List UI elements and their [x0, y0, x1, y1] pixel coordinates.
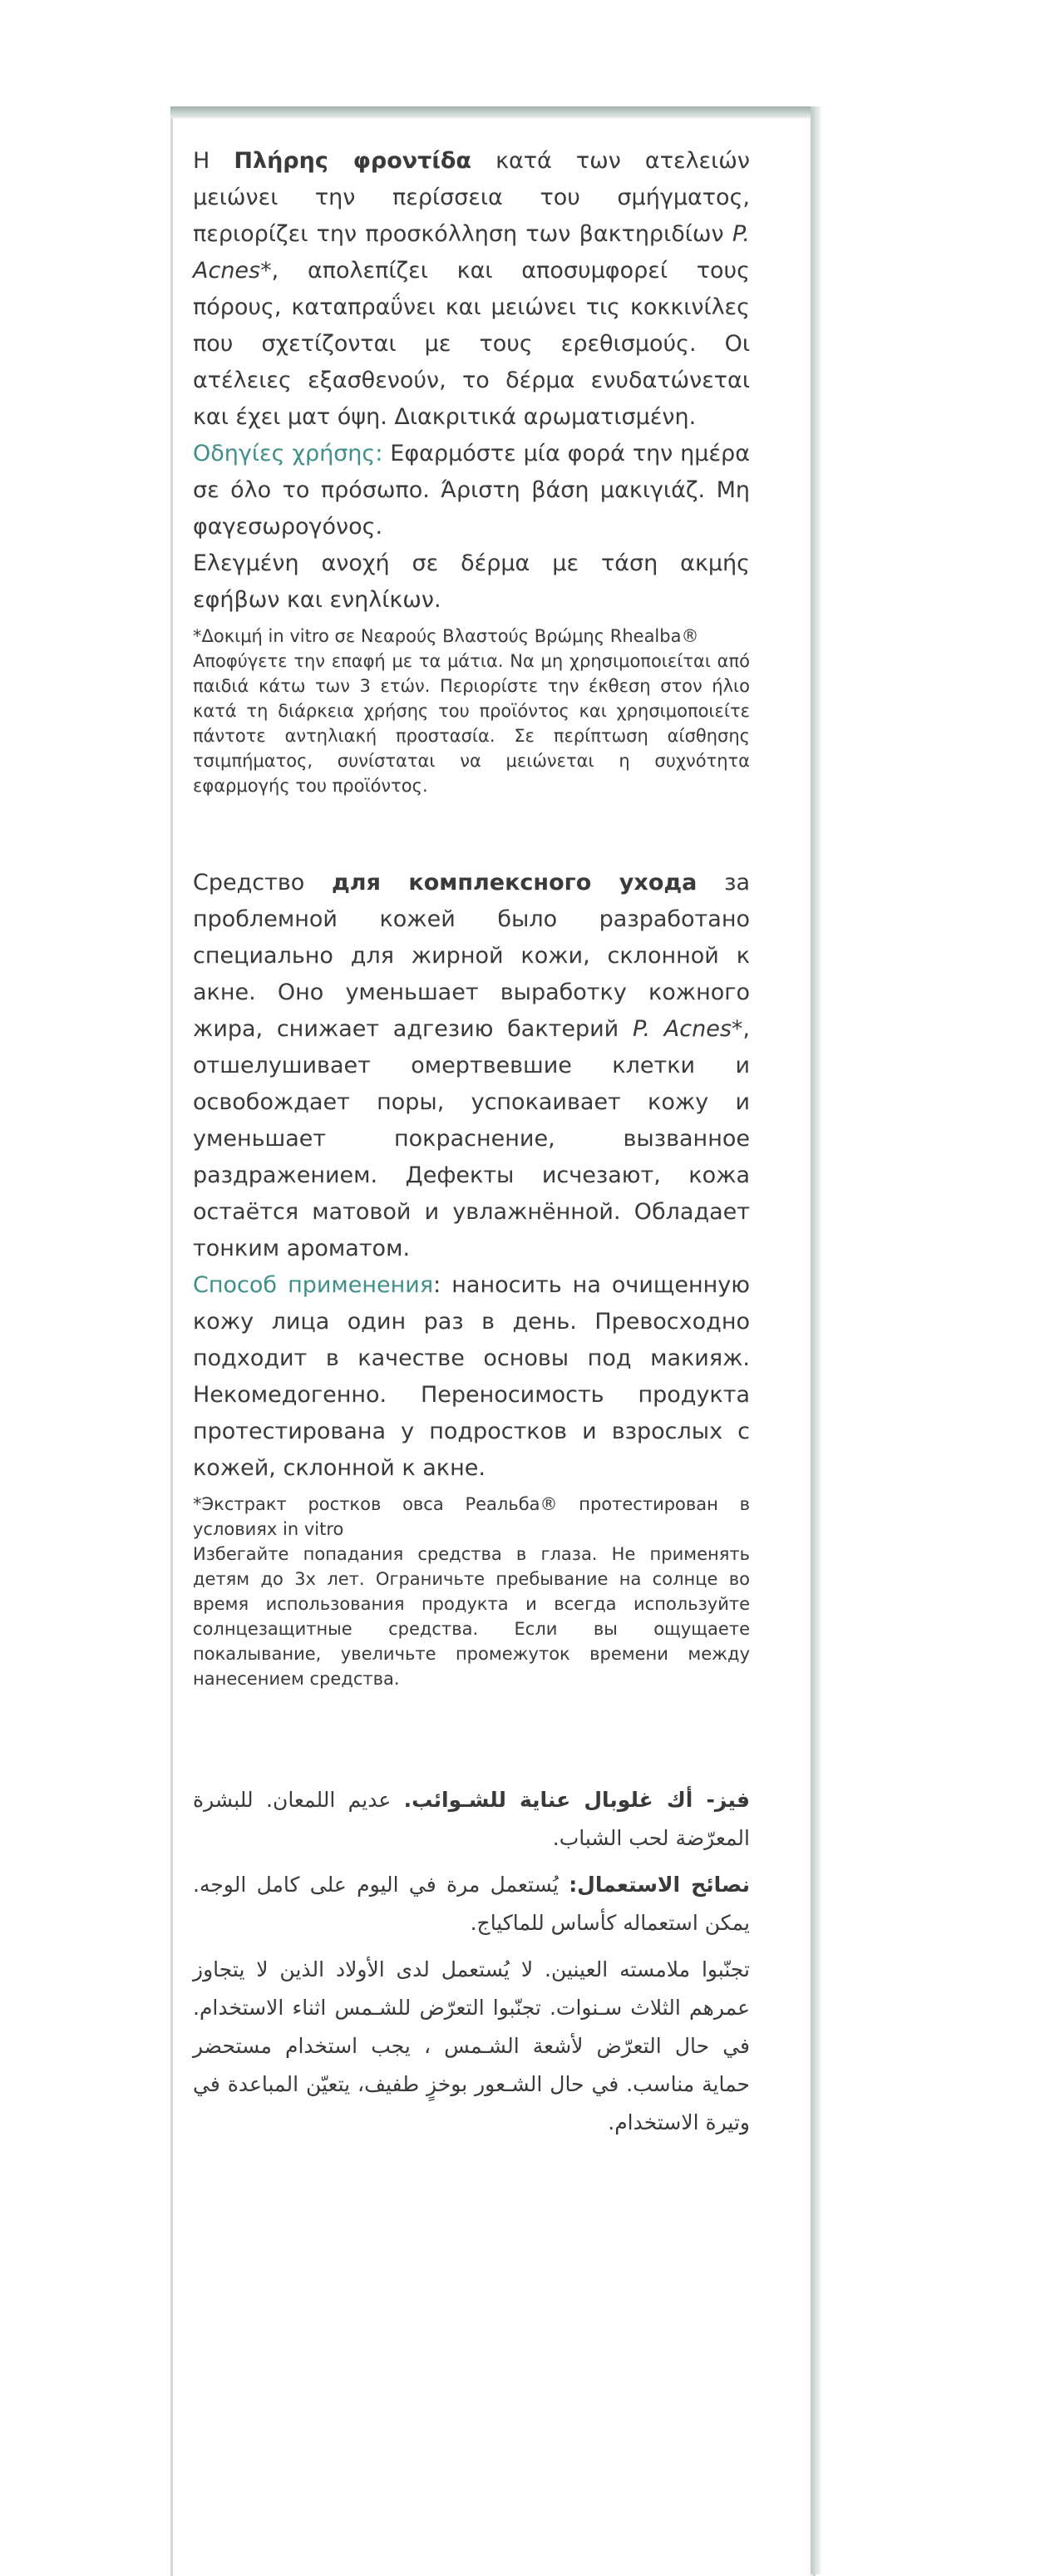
russian-usage-text: : наносить на очищенную кожу лица один раз в день. Превосходно подходит в качестве основы под макияж. Некомедогенно. Переносимость продукта протестирована у подростков и взрослых с кожей, склонной к акне.	[193, 1272, 750, 1481]
greek-intro-text-2: *, απολεπίζει και αποσυμφορεί τους πόρους, καταπραΰνει και μειώνει τις κοκκινίλες που σχετίζονται με τους ερεθισμούς. Οι ατέλειες εξασθενούν, το δέρμα ενυδατώνεται και έχει ματ όψη. Διακριτικά αρωματισμένη.	[193, 258, 750, 430]
arabic-warning: تجنّبوا ملامسته العينين. لا يُستعمل لدى الأولاد الذين لا يتجاوز عمرهم الثلاث سـنوات. تجنّبوا التعرّض للشـمس اثناء الاستخدام. في حال التعرّض لأشعة الشـمس ، يجب استخدام مستحضر حماية مناسب. في حال الشـعور بوخزٍ طفيف، يتعيّن المباعدة في وتيرة الاستخدام.	[193, 1957, 750, 2134]
greek-bacteria-name: P. Acnes	[193, 221, 750, 284]
russian-intro-text: за проблемной кожей было разработано специально для жирной кожи, склонной к акне. Оно уменьшает выработку кожного жира, снижает адгезию бактерий	[193, 870, 751, 1042]
greek-usage-text: Εφαρμόστε μία φορά την ημέρα σε όλο το πρόσωπο. Άριστη βάση μακιγιάζ. Μη φαγεσωρογόνος.	[193, 441, 750, 540]
arabic-intro	[193, 1781, 750, 1858]
package-right-edge	[811, 106, 821, 2574]
greek-intro-text: κατά των ατελειών μειώνει την περίσσεια του σμήγματος, περιορίζει την προσκόλληση των βακτηριδίων	[193, 148, 750, 247]
russian-section	[193, 865, 750, 1691]
arabic-product-name: فيز- أك غلوبال عناية للشـوائب.	[403, 1788, 750, 1812]
russian-intro-text-2: *, отшелушивает омертвевшие клетки и освобождает поры, успокаивает кожу и уменьшает покраснение, вызванное раздражением. Дефекты исчезают, кожа остаётся матовой и увлажнённой. Обладает тонким ароматом.	[193, 1016, 750, 1261]
greek-intro	[193, 143, 750, 436]
arabic-intro-text: عديم اللمعان. للبشرة المعرّضة لحب الشباب.	[193, 1788, 750, 1850]
russian-product-name: для комплексного ухода	[331, 870, 698, 896]
package-top-edge	[170, 106, 816, 118]
russian-warning: Избегайте попадания средства в глаза. Не применять детям до 3х лет. Ограничьте пребывание на солнце во время использования продукта и всегда используйте солнцезащитные средства. Если вы ощущаете покалывание, увеличьте промежуток времени между нанесением средства.	[193, 1544, 750, 1689]
russian-bacteria-name: P. Acnes	[632, 1016, 732, 1042]
russian-usage-label: Способ применения	[193, 1272, 434, 1298]
greek-section	[193, 143, 750, 798]
greek-footnote: *Δοκιμή in vitro σε Νεαρούς Βλαστούς Βρώμης Rhealba®	[193, 626, 699, 646]
greek-warning: Αποφύγετε την επαφή με τα μάτια. Να μη χρησιμοποιείται από παιδιά κάτω των 3 ετών. Περιορίστε την έκθεση στον ήλιο κατά τη διάρκεια χρήσης του προϊόντος και χρησιμοποιείτε πάντοτε αντηλιακή προστασία. Σε περίπτωση αίσθησης τσιμπήματος, συνίσταται να μειώνεται η συχνότητα εφαρμογής του προϊόντος.	[193, 651, 750, 796]
russian-footnote: *Экстракт ростков овса Реальба® протестирован в условиях in vitro	[193, 1494, 750, 1539]
russian-usage	[193, 1267, 750, 1487]
greek-usage	[193, 436, 750, 545]
greek-usage-label: Οδηγίες χρήσης:	[193, 441, 383, 466]
arabic-section	[193, 1781, 750, 2142]
greek-product-name: Πλήρης φροντίδα	[234, 148, 471, 174]
russian-intro-prefix: Средство	[193, 870, 332, 896]
russian-intro	[193, 865, 750, 1267]
greek-tolerance: Ελεγμένη ανοχή σε δέρμα με τάση ακμής εφήβων και ενηλίκων.	[193, 550, 750, 613]
arabic-usage-label: نصائح الاستعمال:	[569, 1873, 750, 1897]
arabic-usage-text: يُستعمل مرة في اليوم على كامل الوجه. يمكن استعماله كأساس للماكياج.	[193, 1873, 750, 1935]
greek-intro-prefix: Η	[193, 148, 234, 174]
arabic-usage	[193, 1866, 750, 1942]
